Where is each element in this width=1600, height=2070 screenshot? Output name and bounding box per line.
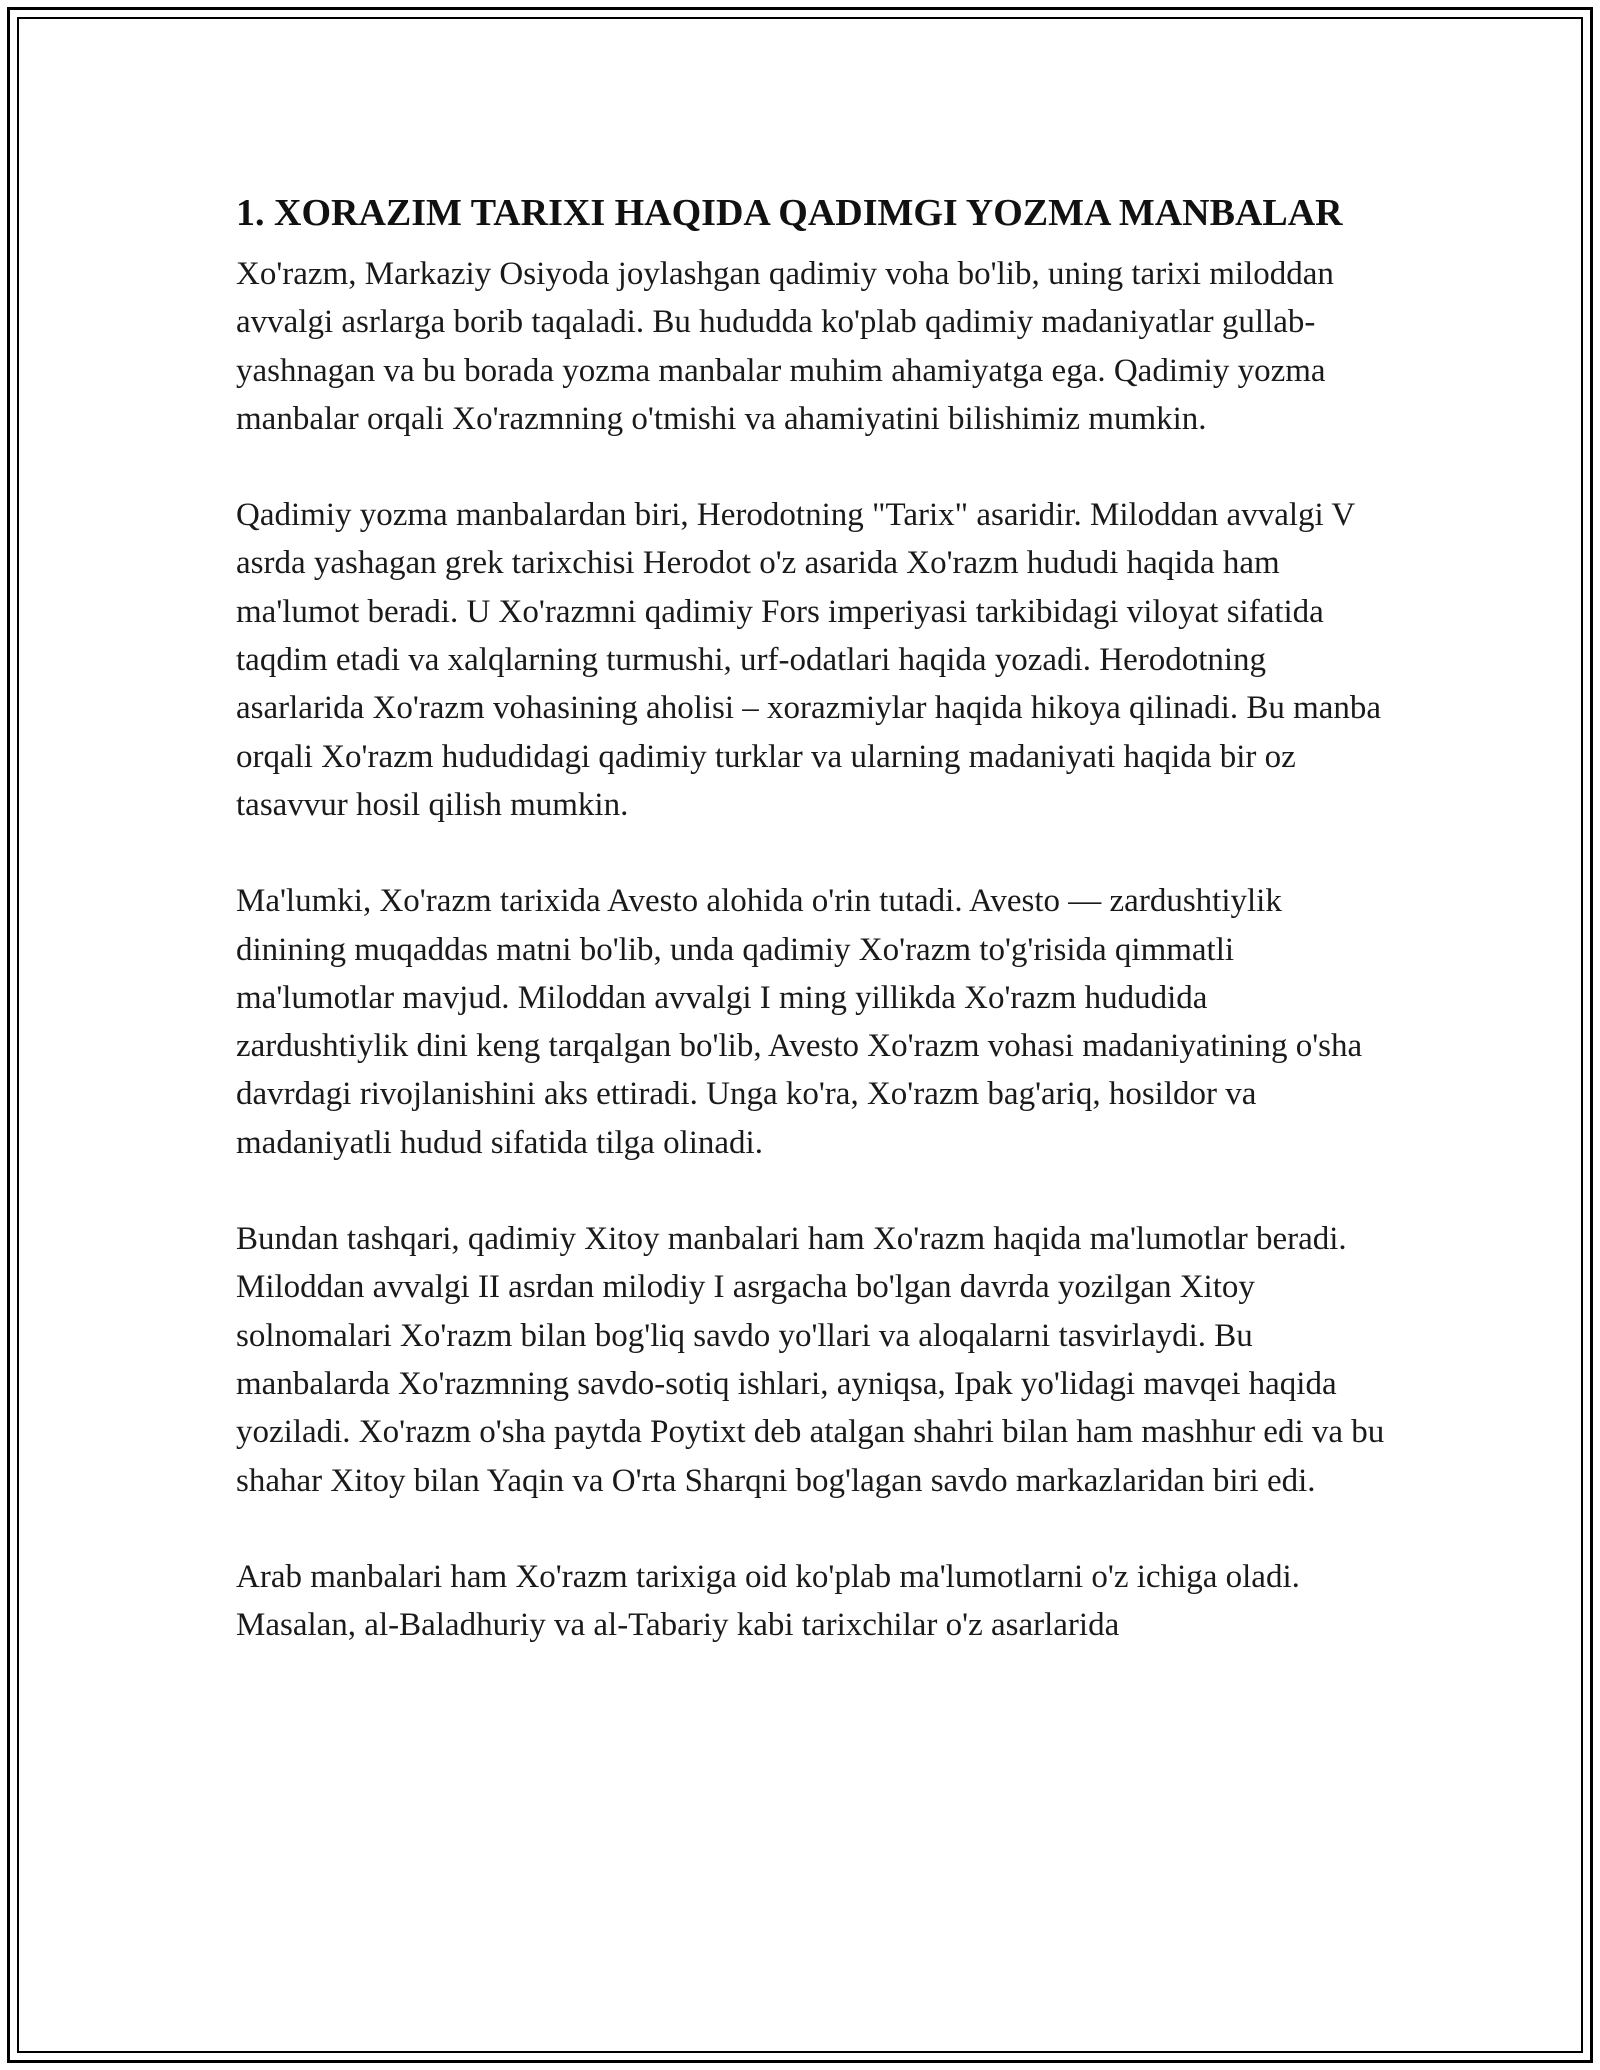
paragraph-1: Xo'razm, Markaziy Osiyoda joylashgan qadimiy voha bo'lib, uning tarixi miloddan avvalgi asrlarga borib taqaladi. Bu hududda ko'plab qadimiy madaniyatlar gullab-yashnagan va bu borada yozma manbalar muhim ahamiyatga ega. Qadimiy yozma manbalar orqali Xo'razmning o'tmishi va ahamiyatini bilishimiz mumkin.	[236, 256, 1334, 437]
document-page	[236, 186, 1386, 1697]
paragraph-5: Arab manbalari ham Xo'razm tarixiga oid ko'plab ma'lumotlarni o'z ichiga oladi. Masalan, al-Baladhuriy va al-Tabariy kabi tarixchilar o'z asarlarida	[236, 1558, 1300, 1644]
paragraph-2: Qadimiy yozma manbalardan biri, Herodotning "Tarix" asaridir. Miloddan avvalgi V asrda yashagan grek tarixchisi Herodot o'z asarida Xo'razm hududi haqida ham ma'lumot beradi. U Xo'razmni qadimiy Fors imperiyasi tarkibidagi viloyat sifatida taqdim etadi va xalqlarning turmushi, urf-odatlari haqida yozadi. Herodotning asarlarida Xo'razm vohasining aholisi – xorazmiylar haqida hikoya qilinadi. Bu manba orqali Xo'razm hududidagi qadimiy turklar va ularning madaniyati haqida bir oz tasavvur hosil qilish mumkin.	[236, 497, 1382, 823]
document-title: 1. XORAZIM TARIXI HAQIDA QADIMGI YOZMA MANBALAR	[236, 192, 1343, 234]
paragraph-3: Ma'lumki, Xo'razm tarixida Avesto alohida o'rin tutadi. Avesto — zardushtiylik dinining muqaddas matni bo'lib, unda qadimiy Xo'razm to'g'risida qimmatli ma'lumotlar mavjud. Miloddan avvalgi I ming yillikda Xo'razm hududida zardushtiylik dini keng tarqalgan bo'lib, Avesto Xo'razm vohasi madaniyatining o'sha davrdagi rivojlanishini aks ettiradi. Unga ko'ra, Xo'razm bag'ariq, hosildor va madaniyatli hudud sifatida tilga olinadi.	[236, 883, 1363, 1161]
paragraph-4: Bundan tashqari, qadimiy Xitoy manbalari ham Xo'razm haqida ma'lumotlar beradi. Miloddan avvalgi II asrdan milodiy I asrgacha bo'lgan davrda yozilgan Xitoy solnomalari Xo'razm bilan bog'liq savdo yo'llari va aloqalarni tasvirlaydi. Bu manbalarda Xo'razmning savdo-sotiq ishlari, ayniqsa, Ipak yo'lidagi mavqei haqida yoziladi. Xo'razm o'sha paytda Poytixt deb atalgan shahri bilan ham mashhur edi va bu shahar Xitoy bilan Yaqin va O'rta Sharqni bog'lagan savdo markazlaridan biri edi.	[236, 1221, 1385, 1499]
